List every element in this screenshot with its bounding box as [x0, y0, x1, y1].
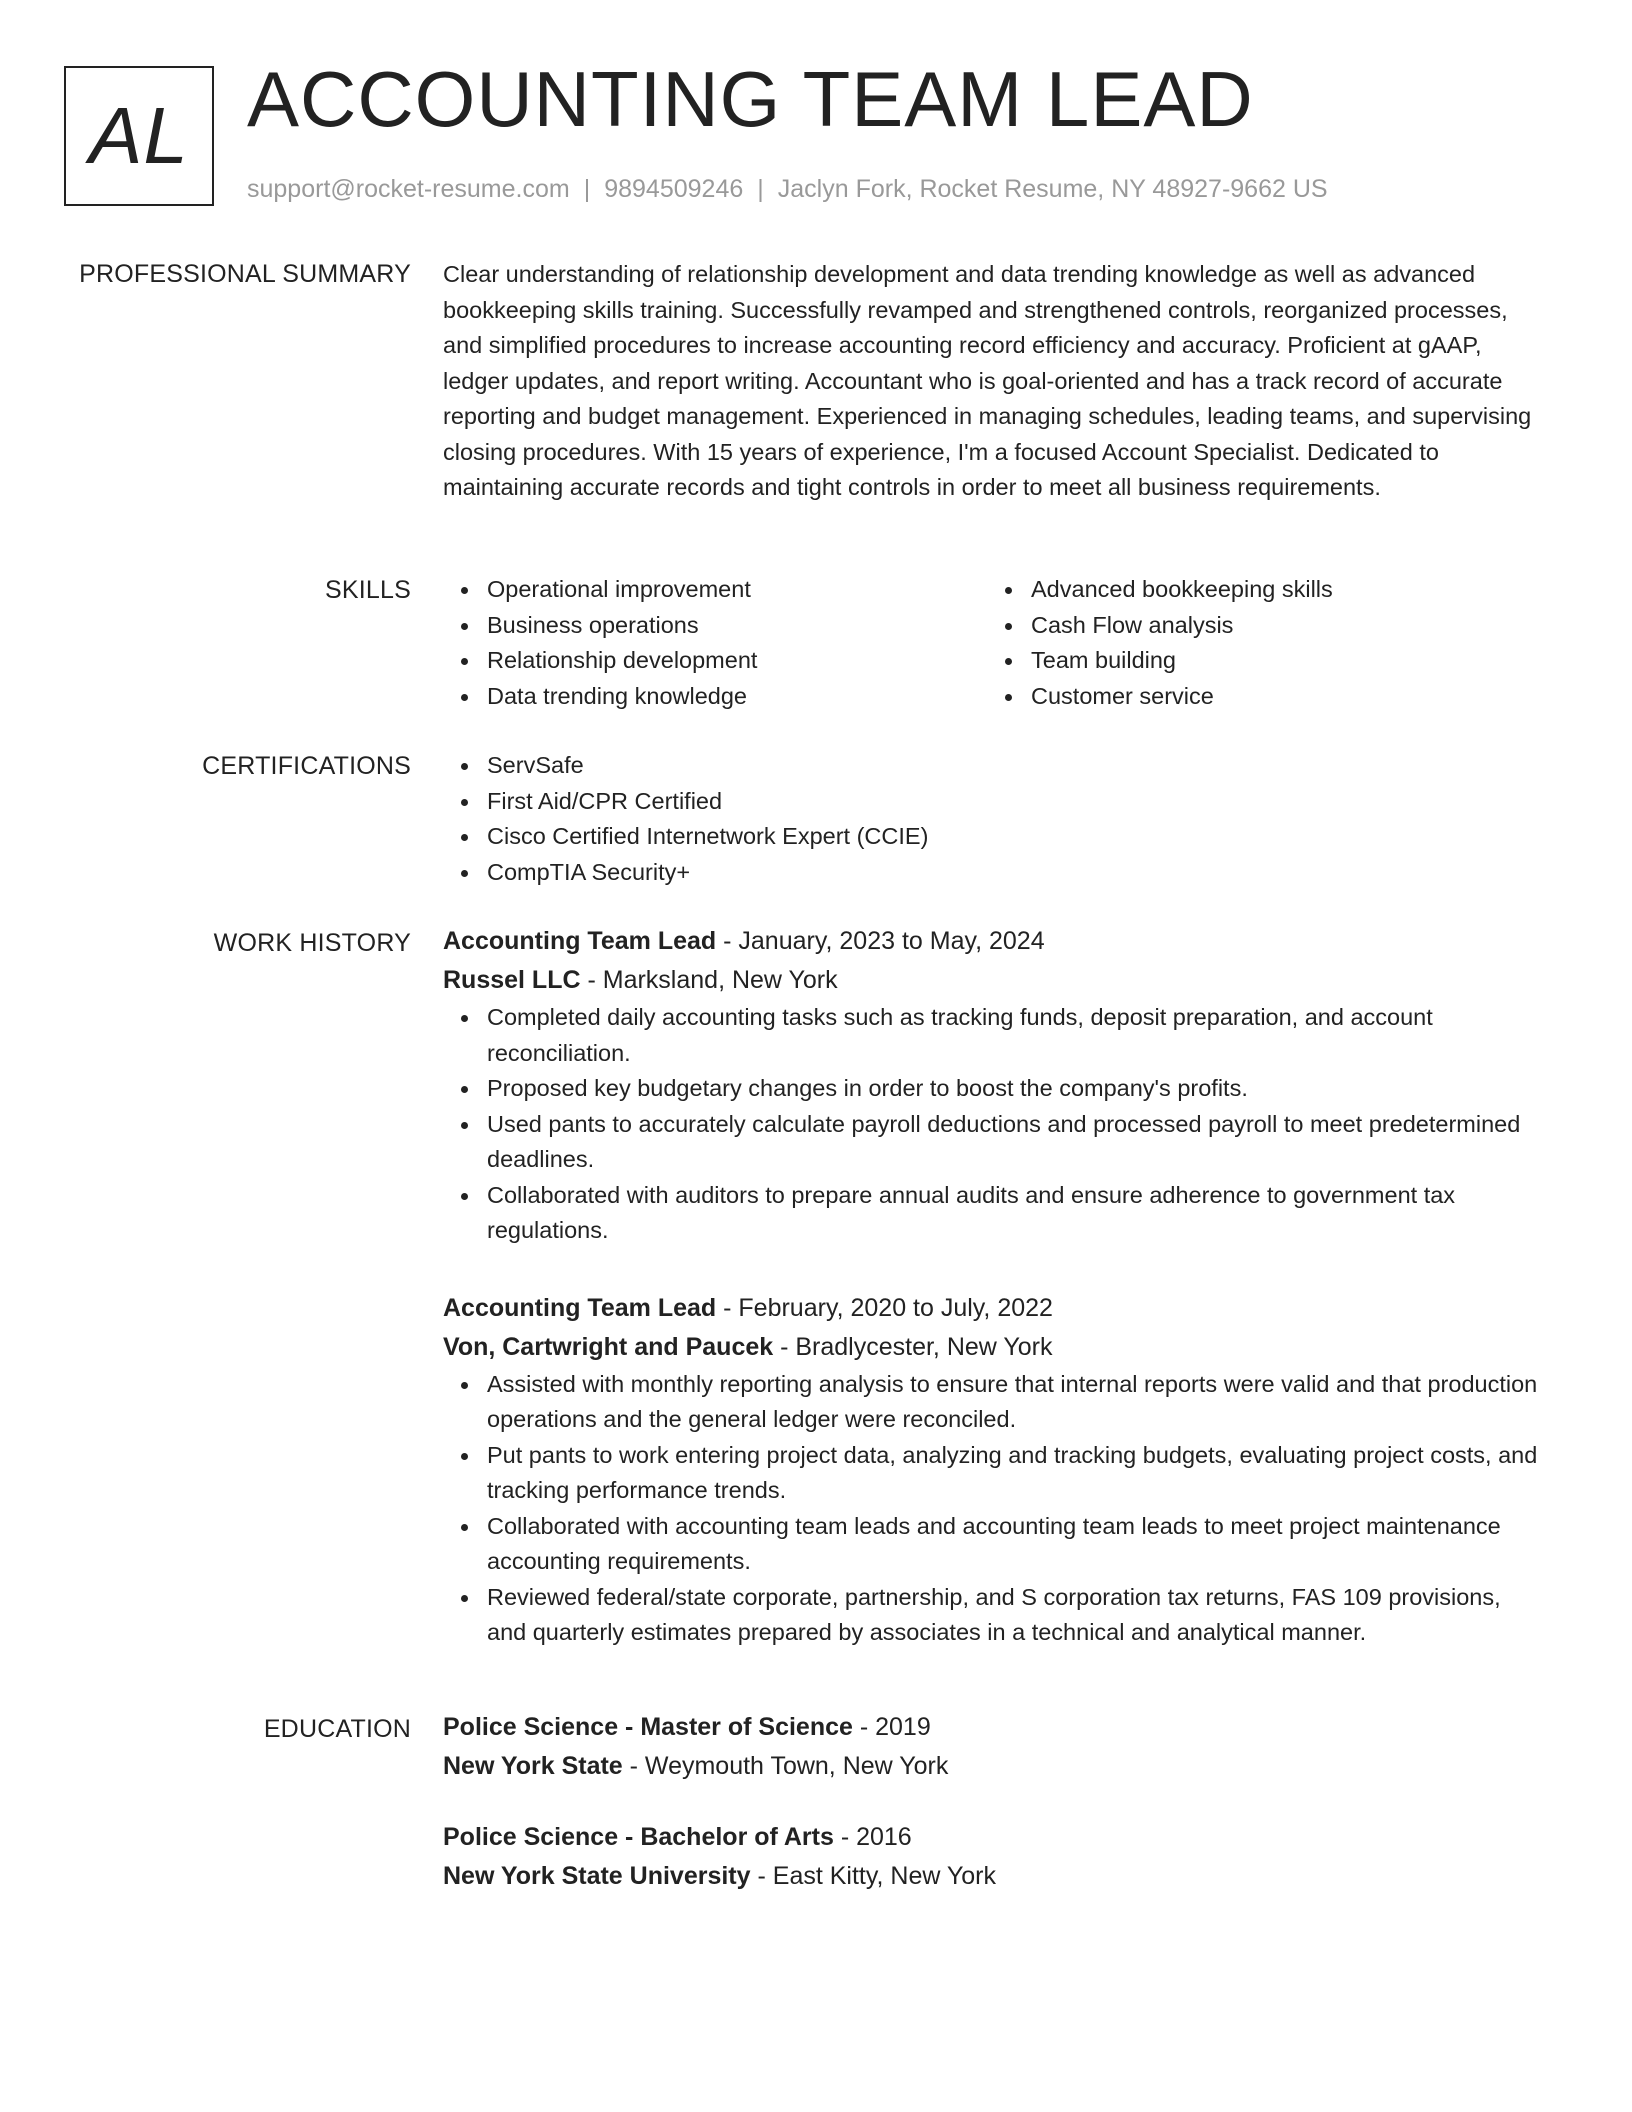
education-degree: Police Science - Bachelor of Arts — [443, 1823, 834, 1851]
section-label-skills: SKILLS — [325, 576, 411, 604]
certification-item: ServSafe — [443, 748, 1543, 784]
education-year: - 2019 — [852, 1713, 931, 1741]
job-title: Accounting Team Lead — [443, 1293, 717, 1322]
section-label-education: EDUCATION — [263, 1715, 411, 1743]
education-entry — [443, 1818, 1543, 1896]
certification-item: CompTIA Security+ — [443, 855, 1543, 891]
job-duties-list — [443, 1367, 1543, 1651]
section-label-work-history: WORK HISTORY — [213, 929, 411, 957]
certifications-section — [443, 748, 1543, 890]
resume-title: ACCOUNTING TEAM LEAD — [247, 55, 1254, 143]
skills-grid — [443, 572, 1543, 714]
job-company-line — [443, 1328, 1543, 1367]
skill-item: Team building — [987, 643, 1531, 679]
job-duty: Collaborated with accounting team leads and accounting team leads to meet project maintenance accounting requirements. — [443, 1509, 1543, 1580]
job-dates: - February, 2020 to July, 2022 — [716, 1293, 1053, 1322]
skills-list-right — [987, 572, 1531, 714]
work-history-section — [443, 922, 1543, 1651]
certification-item: First Aid/CPR Certified — [443, 784, 1543, 820]
certifications-list — [443, 748, 1543, 890]
job-duty: Collaborated with auditors to prepare annual audits and ensure adherence to government tax regulations. — [443, 1178, 1543, 1249]
summary-section — [443, 257, 1543, 506]
education-school: New York State University — [443, 1862, 751, 1890]
job-duty: Proposed key budgetary changes in order to boost the company's profits. — [443, 1071, 1543, 1107]
job-dates: - January, 2023 to May, 2024 — [716, 927, 1045, 955]
summary-text: Clear understanding of relationship development and data trending knowledge as well as advanced bookkeeping skills training. Successfully revamped and strengthened controls, reorganized processes, and simplified procedures to increase accounting record efficiency and accuracy. Proficient at gAAP, ledger updates, and report writing. Accountant who is goal-oriented and has a track record of accurate reporting and budget management. Experienced in managing schedules, leading teams, and supervising closing procedures. With 15 years of experience, I'm a focused Account Specialist. Dedicated to maintaining accurate records and tight controls in order to meet all business requirements. — [443, 261, 1532, 500]
certification-item: Cisco Certified Internetwork Expert (CCIE) — [443, 819, 1543, 855]
section-label-certifications: CERTIFICATIONS — [202, 752, 411, 780]
skills-section — [443, 572, 1543, 714]
job-title: Accounting Team Lead — [443, 927, 717, 955]
education-location: - East Kitty, New York — [750, 1862, 997, 1890]
contact-phone[interactable]: 9894509246 — [604, 175, 744, 203]
skill-item: Business operations — [443, 608, 987, 644]
contact-separator: | — [583, 175, 591, 203]
education-school-line — [443, 1857, 1543, 1896]
education-degree-line — [443, 1818, 1543, 1857]
contact-email[interactable]: support@rocket-resume.com — [247, 175, 570, 203]
job-duty: Put pants to work entering project data, analyzing and tracking budgets, evaluating project costs, and tracking performance trends. — [443, 1438, 1543, 1509]
job-duties-list — [443, 1000, 1543, 1249]
education-section — [443, 1708, 1543, 1896]
education-school-line — [443, 1747, 1543, 1786]
monogram-box — [64, 66, 214, 206]
skill-item: Cash Flow analysis — [987, 608, 1531, 644]
skill-item: Customer service — [987, 679, 1531, 715]
job-location: - Marksland, New York — [580, 966, 838, 994]
monogram-initials: AL — [89, 91, 189, 180]
skill-item: Advanced bookkeeping skills — [987, 572, 1531, 608]
job-entry — [443, 922, 1543, 1249]
education-year: - 2016 — [833, 1823, 912, 1851]
job-duty: Completed daily accounting tasks such as tracking funds, deposit preparation, and account reconciliation. — [443, 1000, 1543, 1071]
education-school: New York State — [443, 1752, 623, 1780]
contact-address: Jaclyn Fork, Rocket Resume, NY 48927-9662 US — [777, 175, 1328, 203]
education-degree: Police Science - Master of Science — [443, 1713, 853, 1741]
education-degree-line — [443, 1708, 1543, 1747]
skill-item: Relationship development — [443, 643, 987, 679]
education-entry — [443, 1708, 1543, 1786]
job-title-line — [443, 922, 1543, 961]
job-company: Von, Cartwright and Paucek — [443, 1332, 774, 1361]
job-location: - Bradlycester, New York — [773, 1332, 1053, 1361]
skill-item: Operational improvement — [443, 572, 987, 608]
job-duty: Used pants to accurately calculate payroll deductions and processed payroll to meet predetermined deadlines. — [443, 1107, 1543, 1178]
job-duty: Assisted with monthly reporting analysis to ensure that internal reports were valid and that production operations and the general ledger were reconciled. — [443, 1367, 1543, 1438]
contact-line — [247, 174, 1328, 204]
contact-separator: | — [757, 175, 764, 203]
skill-item: Data trending knowledge — [443, 679, 987, 715]
job-duty: Reviewed federal/state corporate, partnership, and S corporation tax returns, FAS 109 provisions, and quarterly estimates prepared by associates in a technical and analytical manner. — [443, 1580, 1543, 1651]
job-title-line — [443, 1289, 1543, 1328]
job-company-line — [443, 961, 1543, 1000]
skills-list-left — [443, 572, 987, 714]
section-label-summary: PROFESSIONAL SUMMARY — [79, 260, 411, 288]
job-company: Russel LLC — [443, 966, 581, 994]
job-entry — [443, 1289, 1543, 1651]
education-location: - Weymouth Town, New York — [622, 1752, 949, 1780]
